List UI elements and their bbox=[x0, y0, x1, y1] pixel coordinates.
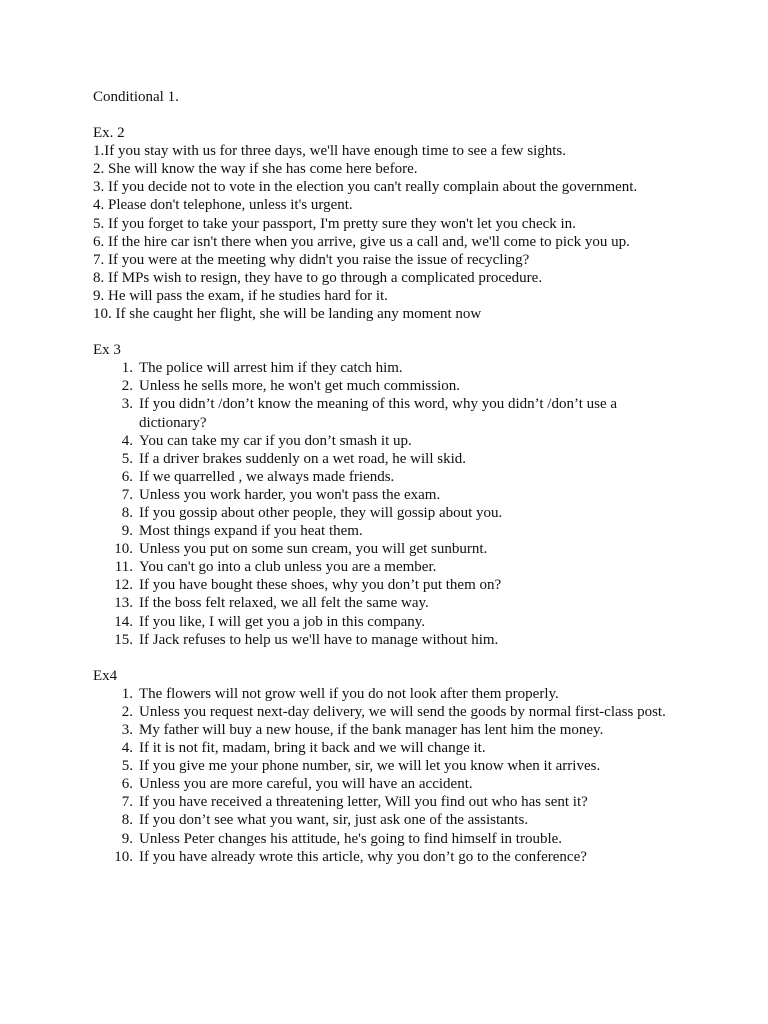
list-item-text: Unless you request next-day delivery, we will send the goods by normal first-class post. bbox=[139, 703, 666, 720]
list-item bbox=[93, 468, 683, 486]
list-item bbox=[93, 576, 683, 594]
list-item-number: 3. bbox=[121, 396, 133, 413]
list-item bbox=[93, 395, 683, 431]
exercise-4-heading: Ex4 bbox=[93, 667, 118, 684]
list-item bbox=[93, 793, 683, 811]
list-item bbox=[93, 830, 683, 848]
list-item-text: You can take my car if you don’t smash it up. bbox=[139, 432, 412, 449]
exercise-3-heading: Ex 3 bbox=[93, 342, 121, 359]
list-item-text: The flowers will not grow well if you do not look after them properly. bbox=[139, 685, 559, 702]
list-item-text: If you gossip about other people, they will gossip about you. bbox=[139, 504, 503, 521]
list-item bbox=[93, 504, 683, 522]
list-item-number: 5. bbox=[121, 450, 133, 467]
list-item-number: 13. bbox=[114, 595, 133, 612]
list-item-number: 2. bbox=[121, 703, 133, 720]
list-item-number: 2. bbox=[121, 378, 133, 395]
list-item-text: If you have bought these shoes, why you don’t put them on? bbox=[139, 577, 502, 594]
list-item bbox=[93, 522, 683, 540]
exercise-4-list bbox=[93, 685, 683, 866]
list-item-text: Unless he sells more, he won't get much commission. bbox=[139, 378, 460, 395]
list-item bbox=[93, 721, 683, 739]
list-item bbox=[93, 613, 683, 631]
list-item-number: 10. bbox=[114, 848, 133, 865]
exercise-2-line: 4. Please don't telephone, unless it's urgent. bbox=[93, 197, 353, 214]
list-item bbox=[93, 540, 683, 558]
list-item-number: 12. bbox=[114, 577, 133, 594]
list-item bbox=[93, 775, 683, 793]
list-item-text: Most things expand if you heat them. bbox=[139, 523, 363, 540]
list-item bbox=[93, 848, 683, 866]
exercise-4 bbox=[93, 667, 683, 866]
list-item-number: 7. bbox=[121, 486, 133, 503]
exercise-3 bbox=[93, 341, 683, 649]
list-item-text: If it is not fit, madam, bring it back and we will change it. bbox=[139, 740, 486, 757]
exercise-2-line: 9. He will pass the exam, if he studies hard for it. bbox=[93, 287, 388, 304]
exercise-3-list bbox=[93, 359, 683, 649]
list-item-text: If you don’t see what you want, sir, just ask one of the assistants. bbox=[139, 812, 529, 829]
list-item bbox=[93, 811, 683, 829]
list-item bbox=[93, 594, 683, 612]
list-item bbox=[93, 486, 683, 504]
exercise-2-heading: Ex. 2 bbox=[93, 125, 125, 142]
list-item-text: If you have already wrote this article, why you don’t go to the conference? bbox=[139, 848, 587, 865]
exercise-2-line: 2. She will know the way if she has come here before. bbox=[93, 161, 418, 178]
list-item-number: 8. bbox=[121, 812, 133, 829]
list-item bbox=[93, 432, 683, 450]
list-item-text: If you have received a threatening letter, Will you find out who has sent it? bbox=[139, 794, 588, 811]
list-item bbox=[93, 631, 683, 649]
list-item-text: If you like, I will get you a job in this company. bbox=[139, 613, 426, 630]
list-item bbox=[93, 377, 683, 395]
list-item-text: Unless you are more careful, you will have an accident. bbox=[139, 776, 473, 793]
list-item-number: 9. bbox=[121, 523, 133, 540]
list-item-number: 4. bbox=[121, 432, 133, 449]
list-item bbox=[93, 359, 683, 377]
list-item-number: 14. bbox=[114, 613, 133, 630]
list-item-number: 3. bbox=[121, 722, 133, 738]
list-item-number: 8. bbox=[121, 504, 133, 521]
list-item-text: If Jack refuses to help us we'll have to manage without him. bbox=[139, 631, 499, 648]
list-item-text: If a driver brakes suddenly on a wet road, he will skid. bbox=[139, 450, 466, 467]
list-item-text: If you didn’t /don’t know the meaning of this word, why you didn’t /don’t use a dictionary? bbox=[139, 396, 618, 431]
list-item-text: Unless Peter changes his attitude, he's going to find himself in trouble. bbox=[139, 830, 563, 847]
list-item-number: 4. bbox=[121, 740, 133, 757]
list-item-text: Unless you work harder, you won't pass the exam. bbox=[139, 486, 441, 503]
document-body bbox=[93, 88, 683, 884]
list-item-number: 5. bbox=[121, 758, 133, 775]
list-item bbox=[93, 558, 683, 576]
list-item-text: You can't go into a club unless you are a member. bbox=[139, 559, 437, 576]
list-item-text: If the boss felt relaxed, we all felt the same way. bbox=[139, 595, 429, 612]
list-item-text: My father will buy a new house, if the bank manager has lent him the money. bbox=[139, 722, 604, 738]
list-item-number: 1. bbox=[121, 685, 133, 702]
list-item-number: 6. bbox=[121, 776, 133, 793]
exercise-2-line: 10. If she caught her flight, she will be landing any moment now bbox=[93, 306, 482, 323]
list-item-text: The police will arrest him if they catch him. bbox=[139, 360, 403, 377]
list-item-number: 9. bbox=[121, 830, 133, 847]
list-item-number: 6. bbox=[121, 468, 133, 485]
list-item-text: If you give me your phone number, sir, we will let you know when it arrives. bbox=[139, 758, 601, 775]
document-title: Conditional 1. bbox=[93, 89, 179, 105]
list-item-number: 15. bbox=[114, 631, 133, 648]
list-item bbox=[93, 757, 683, 775]
exercise-2-line: 1.If you stay with us for three days, we'll have enough time to see a few sights. bbox=[93, 143, 567, 160]
list-item-text: If we quarrelled , we always made friends. bbox=[139, 468, 395, 485]
list-item-text: Unless you put on some sun cream, you will get sunburnt. bbox=[139, 541, 488, 558]
list-item bbox=[93, 703, 683, 721]
list-item bbox=[93, 450, 683, 468]
exercise-2-line: 8. If MPs wish to resign, they have to go through a complicated procedure. bbox=[93, 269, 543, 286]
list-item bbox=[93, 685, 683, 703]
exercise-2-line: 5. If you forget to take your passport, I'm pretty sure they won't let you check in. bbox=[93, 215, 576, 232]
exercise-2-line: 7. If you were at the meeting why didn't you raise the issue of recycling? bbox=[93, 251, 530, 268]
exercise-2-line: 3. If you decide not to vote in the election you can't really complain about the government. bbox=[93, 179, 638, 196]
list-item-number: 7. bbox=[121, 794, 133, 811]
list-item-number: 1. bbox=[121, 360, 133, 377]
list-item-number: 11. bbox=[114, 559, 133, 576]
list-item-number: 10. bbox=[114, 541, 133, 558]
list-item bbox=[93, 739, 683, 757]
exercise-2-line: 6. If the hire car isn't there when you arrive, give us a call and, we'll come to pick you up. bbox=[93, 233, 630, 250]
exercise-2 bbox=[93, 124, 683, 323]
